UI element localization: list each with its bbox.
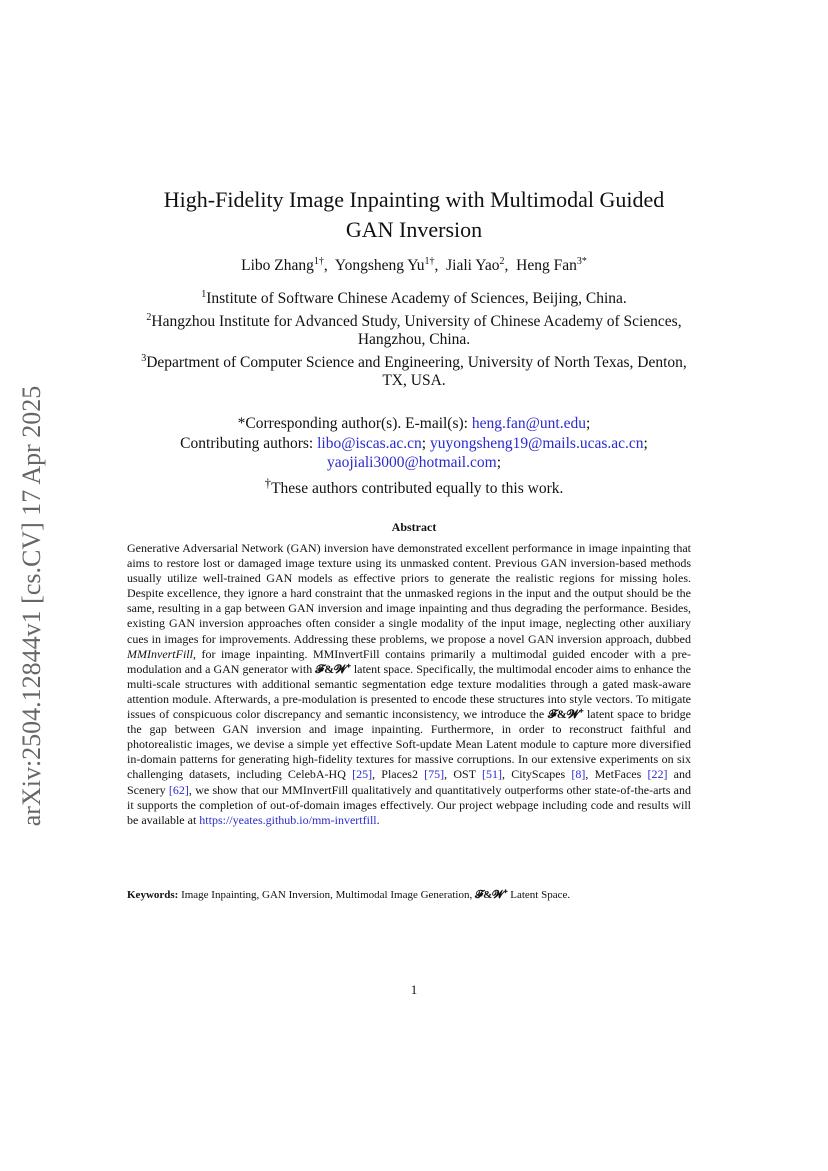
abstract-text-10: , we show that our MMInvertFill qualitatively and quantitatively outperforms other state-of-the-arts and it supports the completion of out-of-domain images effectively. Our project webpage including code and results will be available at	[127, 782, 691, 827]
abstract-text-end: .	[376, 812, 380, 827]
title-line-1: High-Fidelity Image Inpainting with Multimodal Guided	[163, 186, 665, 212]
citation-link[interactable]: [75]	[424, 767, 445, 782]
affiliation-1-marker: 1	[201, 289, 207, 300]
author-3: Jiali Yao	[446, 257, 500, 275]
contributing-authors-line: Contributing authors: libo@iscas.ac.cn; yuyongsheng19@mails.ucas.ac.cn;	[180, 434, 648, 452]
abstract-text-1: Generative Adversarial Network (GAN) inversion have demonstrated excellent performance in image inpainting that aims to restore lost or damaged image texture using its unmasked content. Previous GAN inversion-based methods usually utilize well-trained GAN models as effective priors to generate the realistic regions for missing holes. Despite excellence, they ignore a hard constraint that the unmasked regions in the input and the output should be the same, resulting in a gap between GAN inversion and image inpainting and thus degrading the performance. Besides, existing GAN inversion approaches often consider a single modality of the input image, neglecting other auxiliary cues in images for improvements. Addressing these problems, we propose a novel GAN inversion approach, dubbed	[127, 541, 691, 646]
arxiv-id-text: arXiv:2504.12844v1 [cs.CV] 17 Apr 2025	[17, 385, 46, 827]
affiliation-3	[110, 350, 718, 373]
keywords-text: Image Inpainting, GAN Inversion, Multimodal Image Generation,	[178, 889, 475, 901]
author-1-affil: 1†	[313, 256, 324, 267]
author-1: Libo Zhang	[241, 257, 314, 275]
citation-link[interactable]: [51]	[482, 767, 503, 782]
abstract-body	[127, 541, 691, 828]
citation-link[interactable]: [62]	[168, 782, 189, 797]
latent-space-symbol: 𝓕&𝓦⁺	[315, 661, 351, 676]
author-3-affil: 2	[499, 256, 505, 267]
contrib-email-link-2[interactable]: yuyongsheng19@mails.ucas.ac.cn	[429, 434, 644, 452]
affiliations	[110, 286, 718, 391]
correspondence-block	[130, 414, 698, 498]
project-webpage-link[interactable]: https://yeates.github.io/mm-invertfill	[199, 812, 377, 827]
latent-space-symbol: 𝓕&𝓦⁺	[547, 707, 584, 722]
corresponding-label: *Corresponding author(s). E-mail(s):	[237, 415, 472, 432]
abstract-text-5: , Places2	[372, 767, 425, 782]
contrib-email-link-3[interactable]: yaojiali3000@hotmail.com	[327, 454, 497, 471]
author-2-affil: 1†	[424, 256, 435, 267]
author-2: Yongsheng Yu	[334, 257, 425, 275]
affiliation-3-text-line-1: Department of Computer Science and Engineering, University of North Texas, Denton,	[146, 353, 687, 371]
abstract-text-2: , for image inpainting. MMInvertFill contains primarily a multimodal guided encoder with a pre-modulation and a GAN generator with	[127, 646, 691, 676]
citation-link[interactable]: [22]	[647, 767, 668, 782]
paper-title	[130, 185, 698, 245]
author-list: Libo Zhang$^{1\dagger}$, Yongsheng $Yu^{1\dagger}$, Jiali Yao$^2$, Heng Fan$^{3*}$	[241, 256, 587, 275]
citation-link[interactable]: [8]	[571, 767, 586, 782]
equal-contribution-note	[130, 473, 698, 499]
author-4-affil: 3*	[576, 256, 587, 267]
keywords-tail: Latent Space.	[507, 889, 571, 901]
page-number: 1	[410, 982, 418, 997]
keywords-line	[127, 888, 691, 903]
contributing-label: Contributing authors:	[180, 434, 318, 452]
corresponding-email-link[interactable]: heng.fan@unt.edu	[471, 415, 586, 432]
arxiv-side-identifier	[18, 362, 46, 850]
contrib-email-link-1[interactable]: libo@iscas.ac.cn	[317, 434, 422, 452]
citation-link[interactable]: [25]	[352, 767, 373, 782]
keywords-label: Keywords:	[127, 889, 179, 901]
abstract-text-9: and Scenery	[127, 767, 692, 797]
author-4: Heng Fan	[516, 257, 577, 275]
affiliation-2	[110, 309, 718, 332]
affiliation-3-marker: 3	[141, 352, 147, 364]
abstract-heading: Abstract	[391, 520, 437, 534]
abstract-text-4: latent space to bridge the gap between GAN inversion and image inpainting. Furthermore, in order to reconstruct faithful and photorealistic images, we devise a simple yet effective Soft-update Mean Latent module to capture more diversified in-domain patterns for generating high-fidelity textures for massive corruptions. In our extensive experiments on six challenging datasets, including CelebA-HQ	[127, 707, 691, 782]
affiliation-2-cont: Hangzhou, China.	[357, 331, 471, 349]
affiliation-1-text: Institute of Software Chinese Academy of Sciences, Beijing, China.	[206, 290, 627, 308]
affiliation-2-marker: 2	[146, 311, 152, 323]
abstract-text-8: , MetFaces	[585, 767, 648, 782]
affiliation-2-text-line-1: Hangzhou Institute for Advanced Study, University of Chinese Academy of Sciences,	[151, 312, 682, 330]
corresponding-author-line: *Corresponding author(s). E-mail(s): heng.fan@unt.edu;	[237, 415, 591, 432]
latent-space-symbol: 𝓕&𝓦⁺	[474, 889, 508, 901]
affiliation-3-cont: TX, USA.	[382, 372, 446, 390]
title-line-2: GAN Inversion	[345, 216, 483, 242]
abstract-text-6: , OST	[444, 767, 483, 782]
contributing-authors-line-2: yaojiali3000@hotmail.com;	[327, 454, 501, 471]
abstract-text-3: latent space. Specifically, the multimodal encoder aims to enhance the multi-scale structures with additional semantic segmentation edge texture modalities through a gated mask-aware attention module. Afterwards, a pre-modulation is presented to encode these structures into style vectors. To mitigate issues of conspicuous color discrepancy and semantic inconsistency, we introduce the	[127, 661, 692, 722]
abstract-text-7: , CityScapes	[502, 767, 572, 782]
equal-contribution-marker: †	[264, 474, 272, 490]
affiliation-1	[110, 286, 718, 309]
equal-contribution-text: These authors contributed equally to this work.	[271, 479, 564, 497]
method-name: MMInvertFill	[127, 646, 193, 661]
